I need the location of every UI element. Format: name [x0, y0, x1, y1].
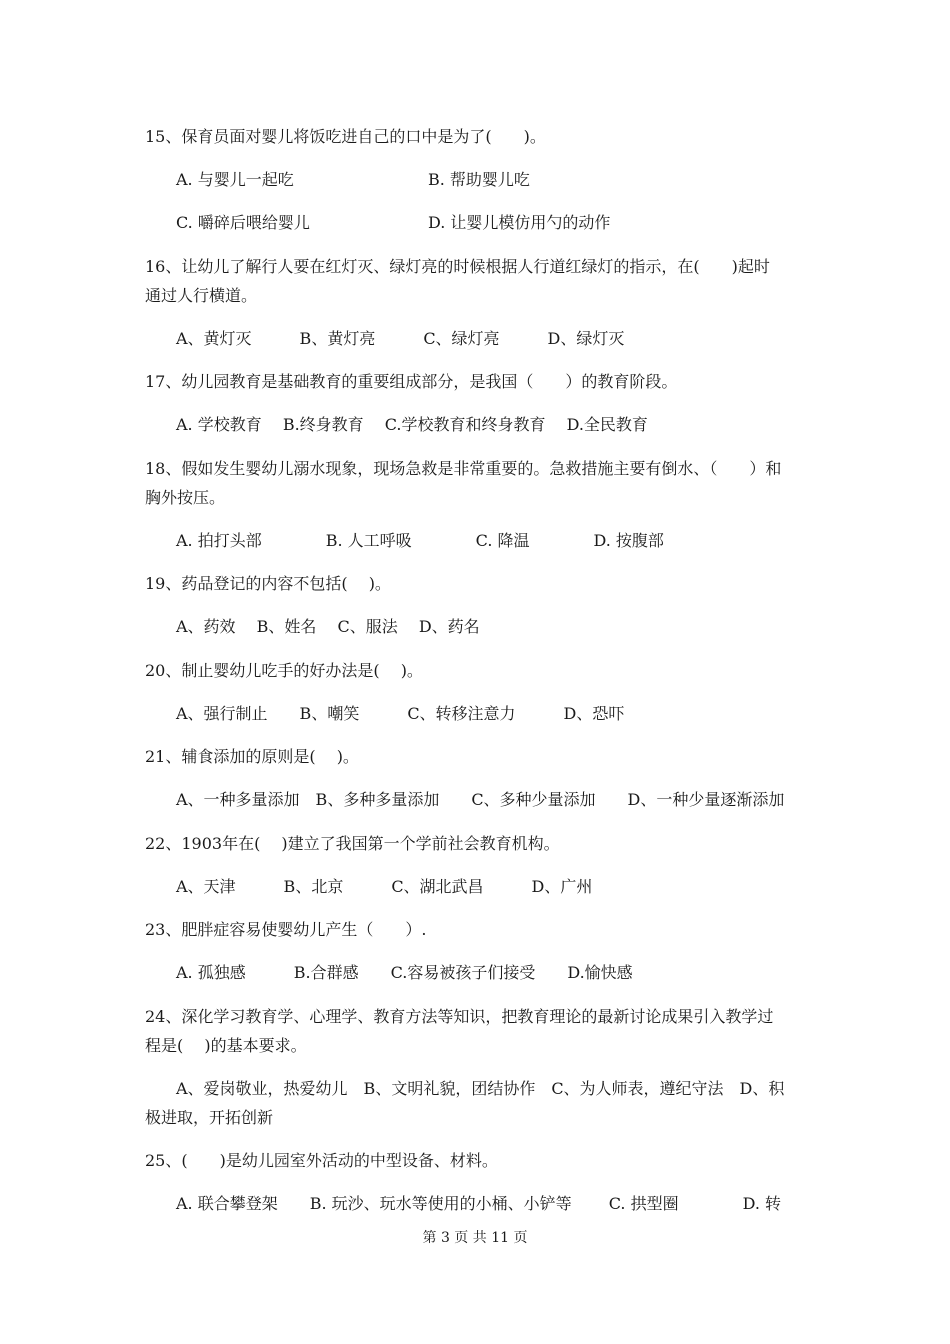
- question-15-option-b: B. 帮助婴儿吃: [428, 170, 530, 189]
- question-15-option-c: C. 嚼碎后喂给婴儿: [176, 213, 310, 232]
- question-16-stem-line1: 16、让幼儿了解行人要在红灯灭、绿灯亮的时候根据人行道红绿灯的指示，在( )起时: [145, 257, 770, 276]
- question-19-options: A、药效 B、姓名 C、服法 D、药名: [176, 617, 480, 636]
- question-22-stem: 22、1903年在( )建立了我国第一个学前社会教育机构。: [145, 834, 560, 853]
- question-24-stem-line2: 程是( )的基本要求。: [145, 1036, 307, 1055]
- question-15-stem: 15、保育员面对婴儿将饭吃进自己的口中是为了( )。: [145, 127, 546, 146]
- question-25-options: A. 联合攀登架 B. 玩沙、玩水等使用的小桶、小铲等 C. 拱型圈 D. 转: [176, 1194, 782, 1213]
- question-17-options: A. 学校教育 B.终身教育 C.学校教育和终身教育 D.全民教育: [176, 415, 648, 434]
- question-18-stem-line1: 18、假如发生婴幼儿溺水现象，现场急救是非常重要的。急救措施主要有倒水、（ ）和: [145, 459, 782, 478]
- question-24-options-line2: 极进取，开拓创新: [145, 1108, 274, 1127]
- question-20-stem: 20、制止婴幼儿吃手的好办法是( )。: [145, 661, 423, 680]
- question-21-options: A、一种多量添加 B、多种多量添加 C、多种少量添加 D、一种少量逐渐添加: [176, 790, 785, 809]
- question-19-stem: 19、药品登记的内容不包括( )。: [145, 574, 391, 593]
- question-18-stem-line2: 胸外按压。: [145, 488, 226, 507]
- question-23-options: A. 孤独感 B.合群感 C.容易被孩子们接受 D.愉快感: [176, 963, 633, 982]
- question-15-option-d: D. 让婴儿模仿用勺的动作: [428, 213, 611, 232]
- question-24-stem-line1: 24、深化学习教育学、心理学、教育方法等知识，把教育理论的最新讨论成果引入教学过: [145, 1007, 774, 1026]
- question-25-stem: 25、( )是幼儿园室外活动的中型设备、材料。: [145, 1151, 498, 1170]
- question-20-options: A、强行制止 B、嘲笑 C、转移注意力 D、恐吓: [176, 704, 625, 723]
- question-18-options: A. 拍打头部 B. 人工呼吸 C. 降温 D. 按腹部: [176, 531, 664, 550]
- question-23-stem: 23、肥胖症容易使婴幼儿产生（ ）.: [145, 920, 427, 939]
- question-21-stem: 21、辅食添加的原则是( )。: [145, 747, 359, 766]
- question-15-option-a: A. 与婴儿一起吃: [176, 170, 294, 189]
- page-number-footer: 第 3 页 共 11 页: [422, 1230, 528, 1246]
- question-16-stem-line2: 通过人行横道。: [145, 286, 258, 305]
- question-22-options: A、天津 B、北京 C、湖北武昌 D、广州: [176, 877, 593, 896]
- question-24-options-line1: A、爱岗敬业，热爱幼儿 B、文明礼貌，团结协作 C、为人师表，遵纪守法 D、积: [176, 1079, 785, 1098]
- question-16-options: A、黄灯灭 B、黄灯亮 C、绿灯亮 D、绿灯灭: [176, 329, 625, 348]
- question-17-stem: 17、幼儿园教育是基础教育的重要组成部分，是我国（ ）的教育阶段。: [145, 372, 678, 391]
